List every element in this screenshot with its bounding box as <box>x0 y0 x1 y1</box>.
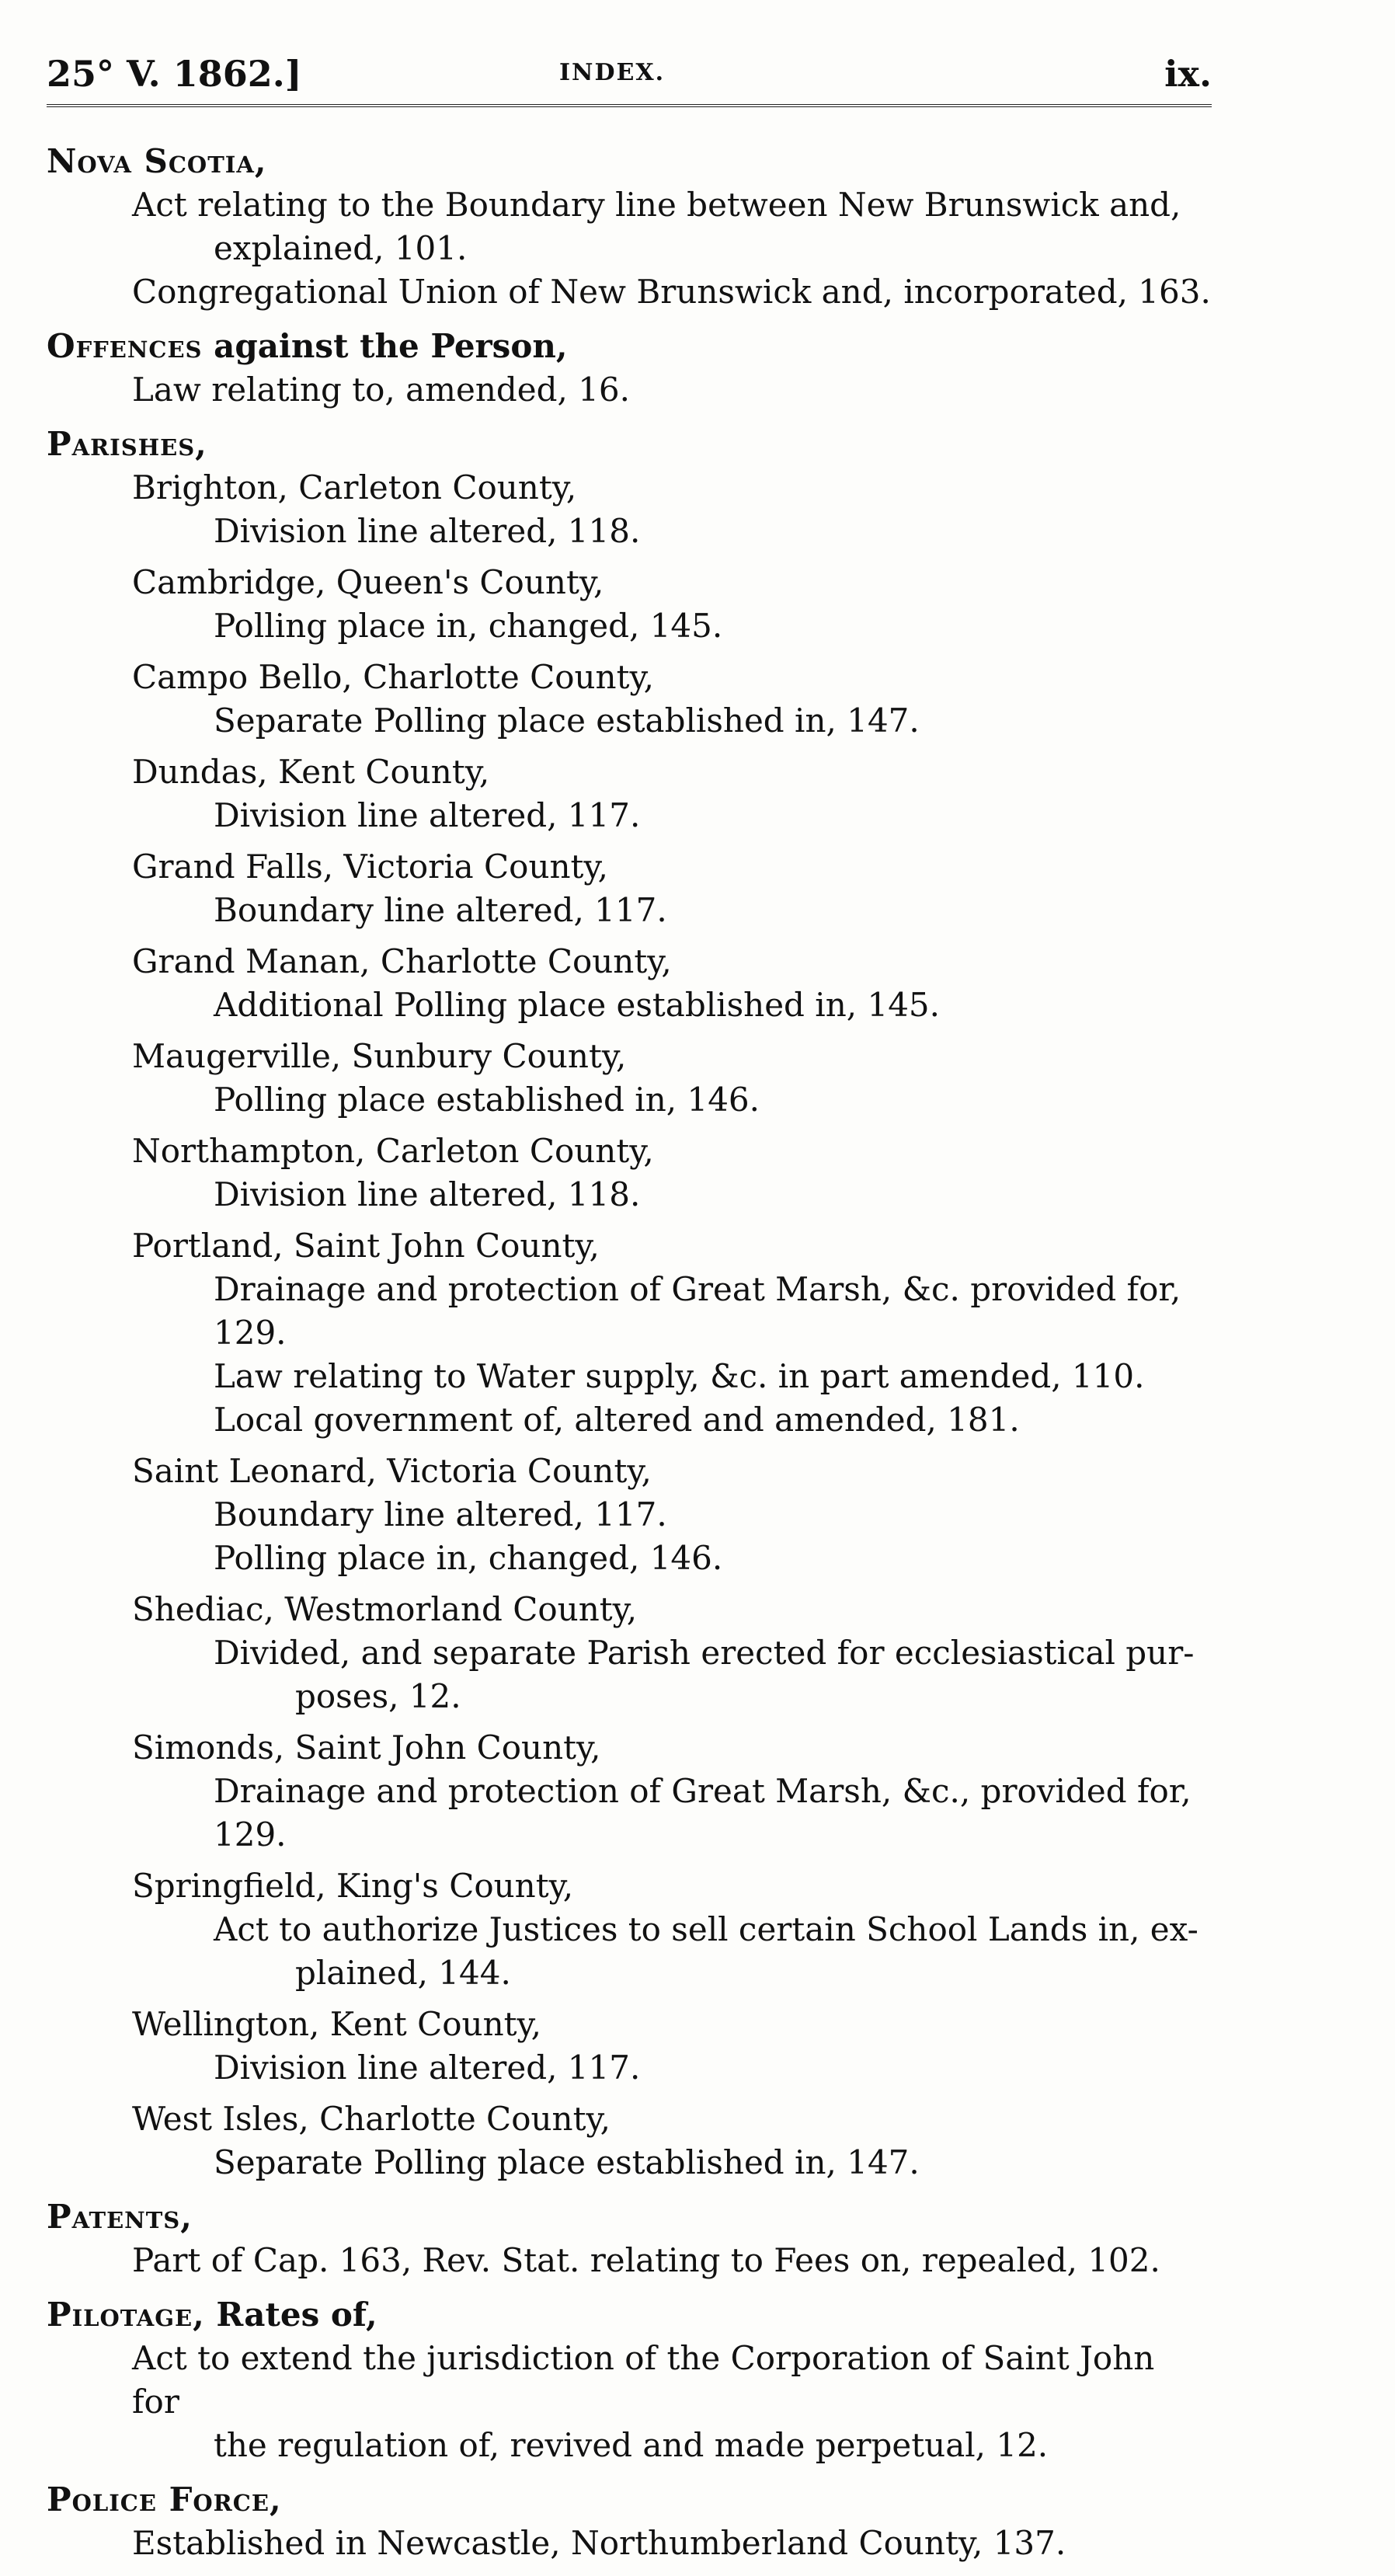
entry-term-rest: against the Person, <box>202 327 568 365</box>
entry-line: Act to authorize Justices to sell certain School Lands in, ex- <box>214 1910 1198 1948</box>
entry-line: Boundary line altered, 117. <box>214 891 667 929</box>
entry-line: poses, 12. <box>295 1677 461 1715</box>
entry-line: Drainage and protection of Great Marsh, &c., provided for, 129. <box>214 1772 1191 1854</box>
sub-entry-heading: Cambridge, Queen's County, <box>132 563 604 601</box>
page-title: INDEX. <box>559 59 666 86</box>
entry-heading <box>47 423 1212 466</box>
entry-line: Division line altered, 117. <box>214 796 641 834</box>
entry-term: Pilotage, <box>47 2296 205 2334</box>
index-entries <box>47 140 1212 2565</box>
entry-line: Established in Newcastle, Northumberland County, 137. <box>132 2524 1066 2562</box>
running-head <box>47 47 1212 101</box>
index-entry <box>47 2293 1212 2467</box>
entry-line: Part of Cap. 163, Rev. Stat. relating to Fees on, repealed, 102. <box>132 2241 1160 2279</box>
index-entry <box>47 325 1212 412</box>
index-entry <box>47 140 1212 314</box>
entry-heading <box>47 2195 1212 2239</box>
sub-entry-heading: Northampton, Carleton County, <box>132 1132 654 1170</box>
entry-term: Patents, <box>47 2198 193 2236</box>
index-entry <box>47 2195 1212 2282</box>
entry-term: Parishes, <box>47 425 207 463</box>
entry-line: Additional Polling place established in, 145. <box>214 986 940 1024</box>
entry-line: Law relating to, amended, 16. <box>132 371 630 409</box>
entry-line: Division line altered, 117. <box>214 2049 641 2087</box>
entry-line: Divided, and separate Parish erected for ecclesiastical pur- <box>214 1634 1195 1672</box>
sub-entry-heading: Grand Manan, Charlotte County, <box>132 942 672 980</box>
entry-heading <box>47 2293 1212 2337</box>
entry-term: Offences <box>47 327 203 365</box>
entry-line: Law relating to Water supply, &c. in part amended, 110. <box>214 1357 1145 1395</box>
header-rule <box>47 104 1212 110</box>
sub-entry-heading: Portland, Saint John County, <box>132 1227 600 1265</box>
entry-heading <box>47 140 1212 183</box>
sub-entry-heading: Maugerville, Sunbury County, <box>132 1037 627 1075</box>
entry-heading <box>47 2478 1212 2522</box>
sub-entry-heading: Wellington, Kent County, <box>132 2005 542 2043</box>
entry-line: Division line altered, 118. <box>214 1175 641 1213</box>
entry-line: Separate Polling place established in, 147. <box>214 701 920 740</box>
session-year: 25° V. 1862.] <box>47 53 302 95</box>
sub-entry-heading: Grand Falls, Victoria County, <box>132 848 608 886</box>
page-number: ix. <box>1164 53 1212 95</box>
entry-line: Congregational Union of New Brunswick and, incorporated, 163. <box>132 273 1211 311</box>
entry-line: Act to extend the jurisdiction of the Corporation of Saint John for <box>132 2339 1155 2421</box>
sub-entry-heading: West Isles, Charlotte County, <box>132 2100 611 2138</box>
entry-line: Act relating to the Boundary line between New Brunswick and, <box>132 186 1181 224</box>
entry-line: Polling place in, changed, 145. <box>214 607 723 645</box>
sub-entry-heading: Dundas, Kent County, <box>132 753 490 791</box>
entry-line: Division line altered, 118. <box>214 512 641 550</box>
entry-line: the regulation of, revived and made perpetual, 12. <box>214 2426 1049 2464</box>
index-entry <box>47 423 1212 2184</box>
entry-line: Drainage and protection of Great Marsh, &c. provided for, 129. <box>214 1270 1181 1352</box>
index-entry <box>47 2478 1212 2565</box>
entry-line: Boundary line altered, 117. <box>214 1495 667 1533</box>
sub-entry-heading: Saint Leonard, Victoria County, <box>132 1452 652 1490</box>
entry-line: plained, 144. <box>295 1954 511 1992</box>
entry-line: Local government of, altered and amended, 181. <box>214 1401 1020 1439</box>
index-page <box>47 47 1212 2576</box>
sub-entry-heading: Springfield, King's County, <box>132 1867 574 1905</box>
entry-line: Separate Polling place established in, 147. <box>214 2143 920 2181</box>
entry-line: Polling place established in, 146. <box>214 1081 760 1119</box>
entry-heading <box>47 325 1212 368</box>
sub-entry-heading: Brighton, Carleton County, <box>132 468 577 506</box>
entry-term: Police Force, <box>47 2480 282 2519</box>
sub-entry-heading: Shediac, Westmorland County, <box>132 1590 638 1628</box>
entry-line: explained, 101. <box>214 229 468 267</box>
sub-entry-heading: Simonds, Saint John County, <box>132 1728 601 1767</box>
entry-line: Polling place in, changed, 146. <box>214 1539 723 1577</box>
entry-term: Nova Scotia, <box>47 142 267 180</box>
entry-term-rest: Rates of, <box>204 2296 377 2334</box>
sub-entry-heading: Campo Bello, Charlotte County, <box>132 658 654 696</box>
